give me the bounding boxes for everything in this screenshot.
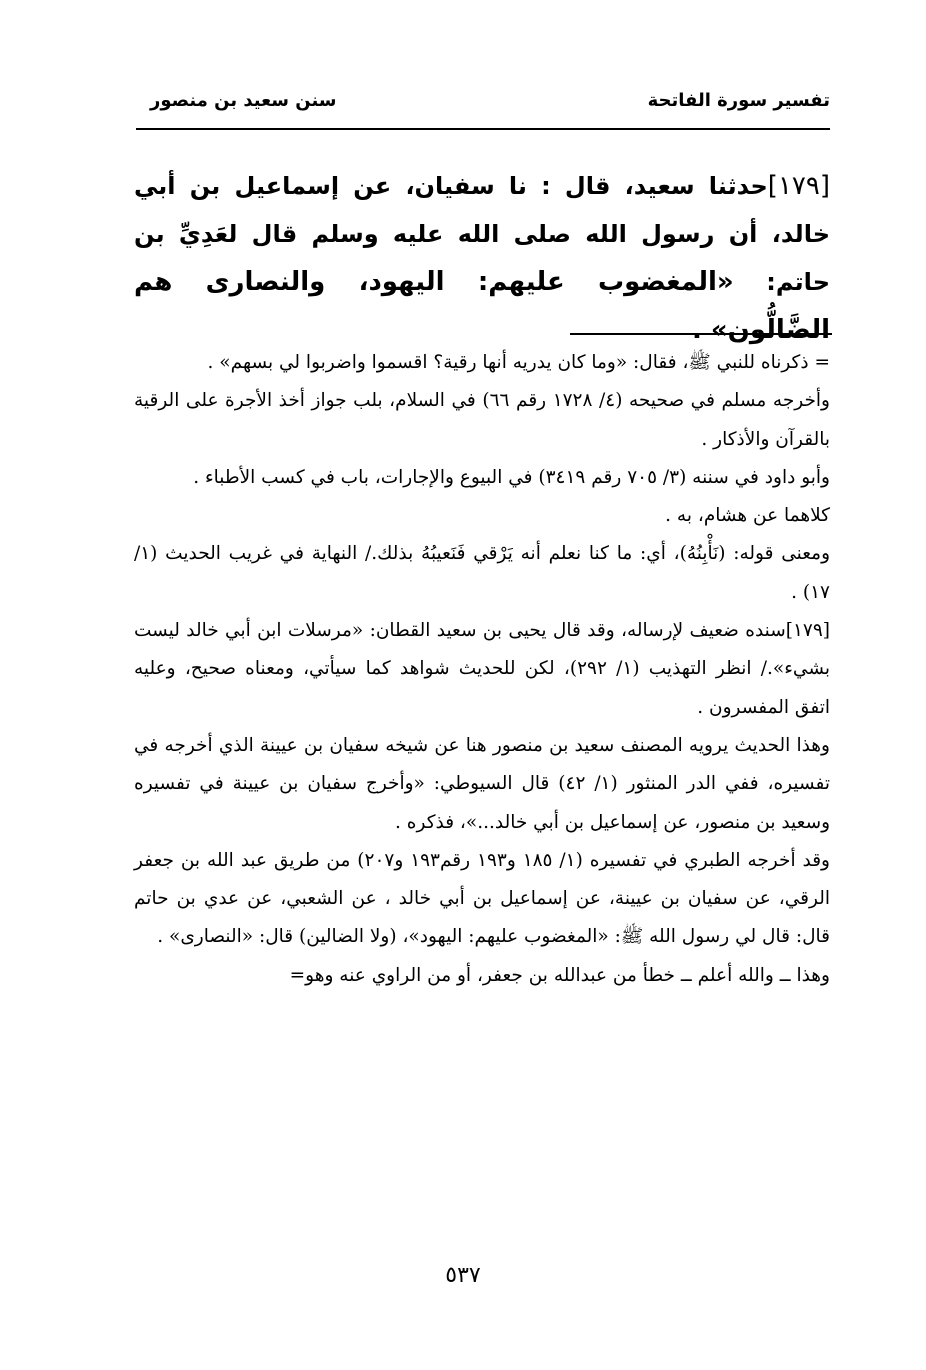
footnote-rule bbox=[570, 333, 832, 335]
hadith-quote: «المغضوب عليهم: اليهود، والنصارى هم الضَّالُّون» . bbox=[134, 267, 830, 345]
header-rule bbox=[136, 128, 830, 130]
footnote-paragraph: = ذكرناه للنبي ﷺ، فقال: «وما كان يدريه أنها رقية؟ اقسموا واضربوا لي بسهم» . bbox=[207, 352, 830, 373]
footnote-paragraph: وقد أخرجه الطبري في تفسيره (١/ ١٨٥ و١٩٣ رقم١٩٣ و٢٠٧) من طريق عبد الله بن جعفر الرقي، عن سفيان بن عيينة، عن إسماعيل بن أبي خالد ، عن الشعبي، عن عدي بن حاتم قال: قال لي رسول الله ﷺ: «المغضوب عليهم: اليهود»، (ولا الضالين) قال: «النصارى» . bbox=[134, 849, 830, 948]
footnote-paragraph: وأخرجه مسلم في صحيحه (٤/ ١٧٢٨ رقم ٦٦) في السلام، بلب جواز أخذ الأجرة على الرقية بالقرآن والأذكار . bbox=[134, 390, 830, 450]
footnote-paragraph: وهذا الحديث يرويه المصنف سعيد بن منصور هنا عن شيخه سفيان بن عيينة الذي أخرجه في تفسيره، ففي الدر المنثور (١/ ٤٢) قال السيوطي: «وأخرج سفيان بن عيينة في تفسيره وسعيد بن منصور، عن إسماعيل بن أبي خالد...»، فذكره . bbox=[134, 734, 830, 833]
running-header-chapter: تفسير سورة الفاتحة bbox=[647, 90, 830, 111]
footnote-paragraph: كلاهما عن هشام، به . bbox=[665, 505, 830, 527]
hadith-text bbox=[134, 162, 830, 354]
footnote-paragraph: ومعنى قوله: (نَأْبِنُهُ)، أي: ما كنا نعلم أنه يَرْقي فَنَعيبُهُ بذلك./ النهاية في غريب الحديث (١/ ١٧) . bbox=[134, 543, 830, 603]
hadith-number: [١٧٩] bbox=[767, 171, 830, 201]
footnote-paragraph: وهذا ــ والله أعلم ــ خطأ من عبدالله بن جعفر، أو من الراوي عنه وهو= bbox=[289, 964, 830, 986]
footnote-paragraph: وأبو داود في سننه (٣/ ٧٠٥ رقم ٣٤١٩) في البيوع والإجارات، باب في كسب الأطباء . bbox=[193, 466, 830, 488]
footnote-179: [١٧٩]سنده ضعيف لإرساله، وقد قال يحيى بن سعيد القطان: «مرسلات ابن أبي خالد ليست بشيء»./ انظر التهذيب (١/ ٢٩٢)، لكن للحديث شواهد كما سيأتي، ومعناه صحيح، وعليه اتفق المفسرون . bbox=[134, 620, 830, 718]
footnotes bbox=[134, 344, 830, 995]
page-number: ٥٣٧ bbox=[445, 1263, 481, 1288]
hadith-chain: حدثنا سعيد، قال : نا سفيان، عن إسماعيل بن أبي خالد، أن رسول الله صلى الله عليه وسلم قال لعَدِيِّ بن حاتم: bbox=[134, 172, 830, 296]
running-header-book: سنن سعيد بن منصور bbox=[150, 90, 337, 111]
